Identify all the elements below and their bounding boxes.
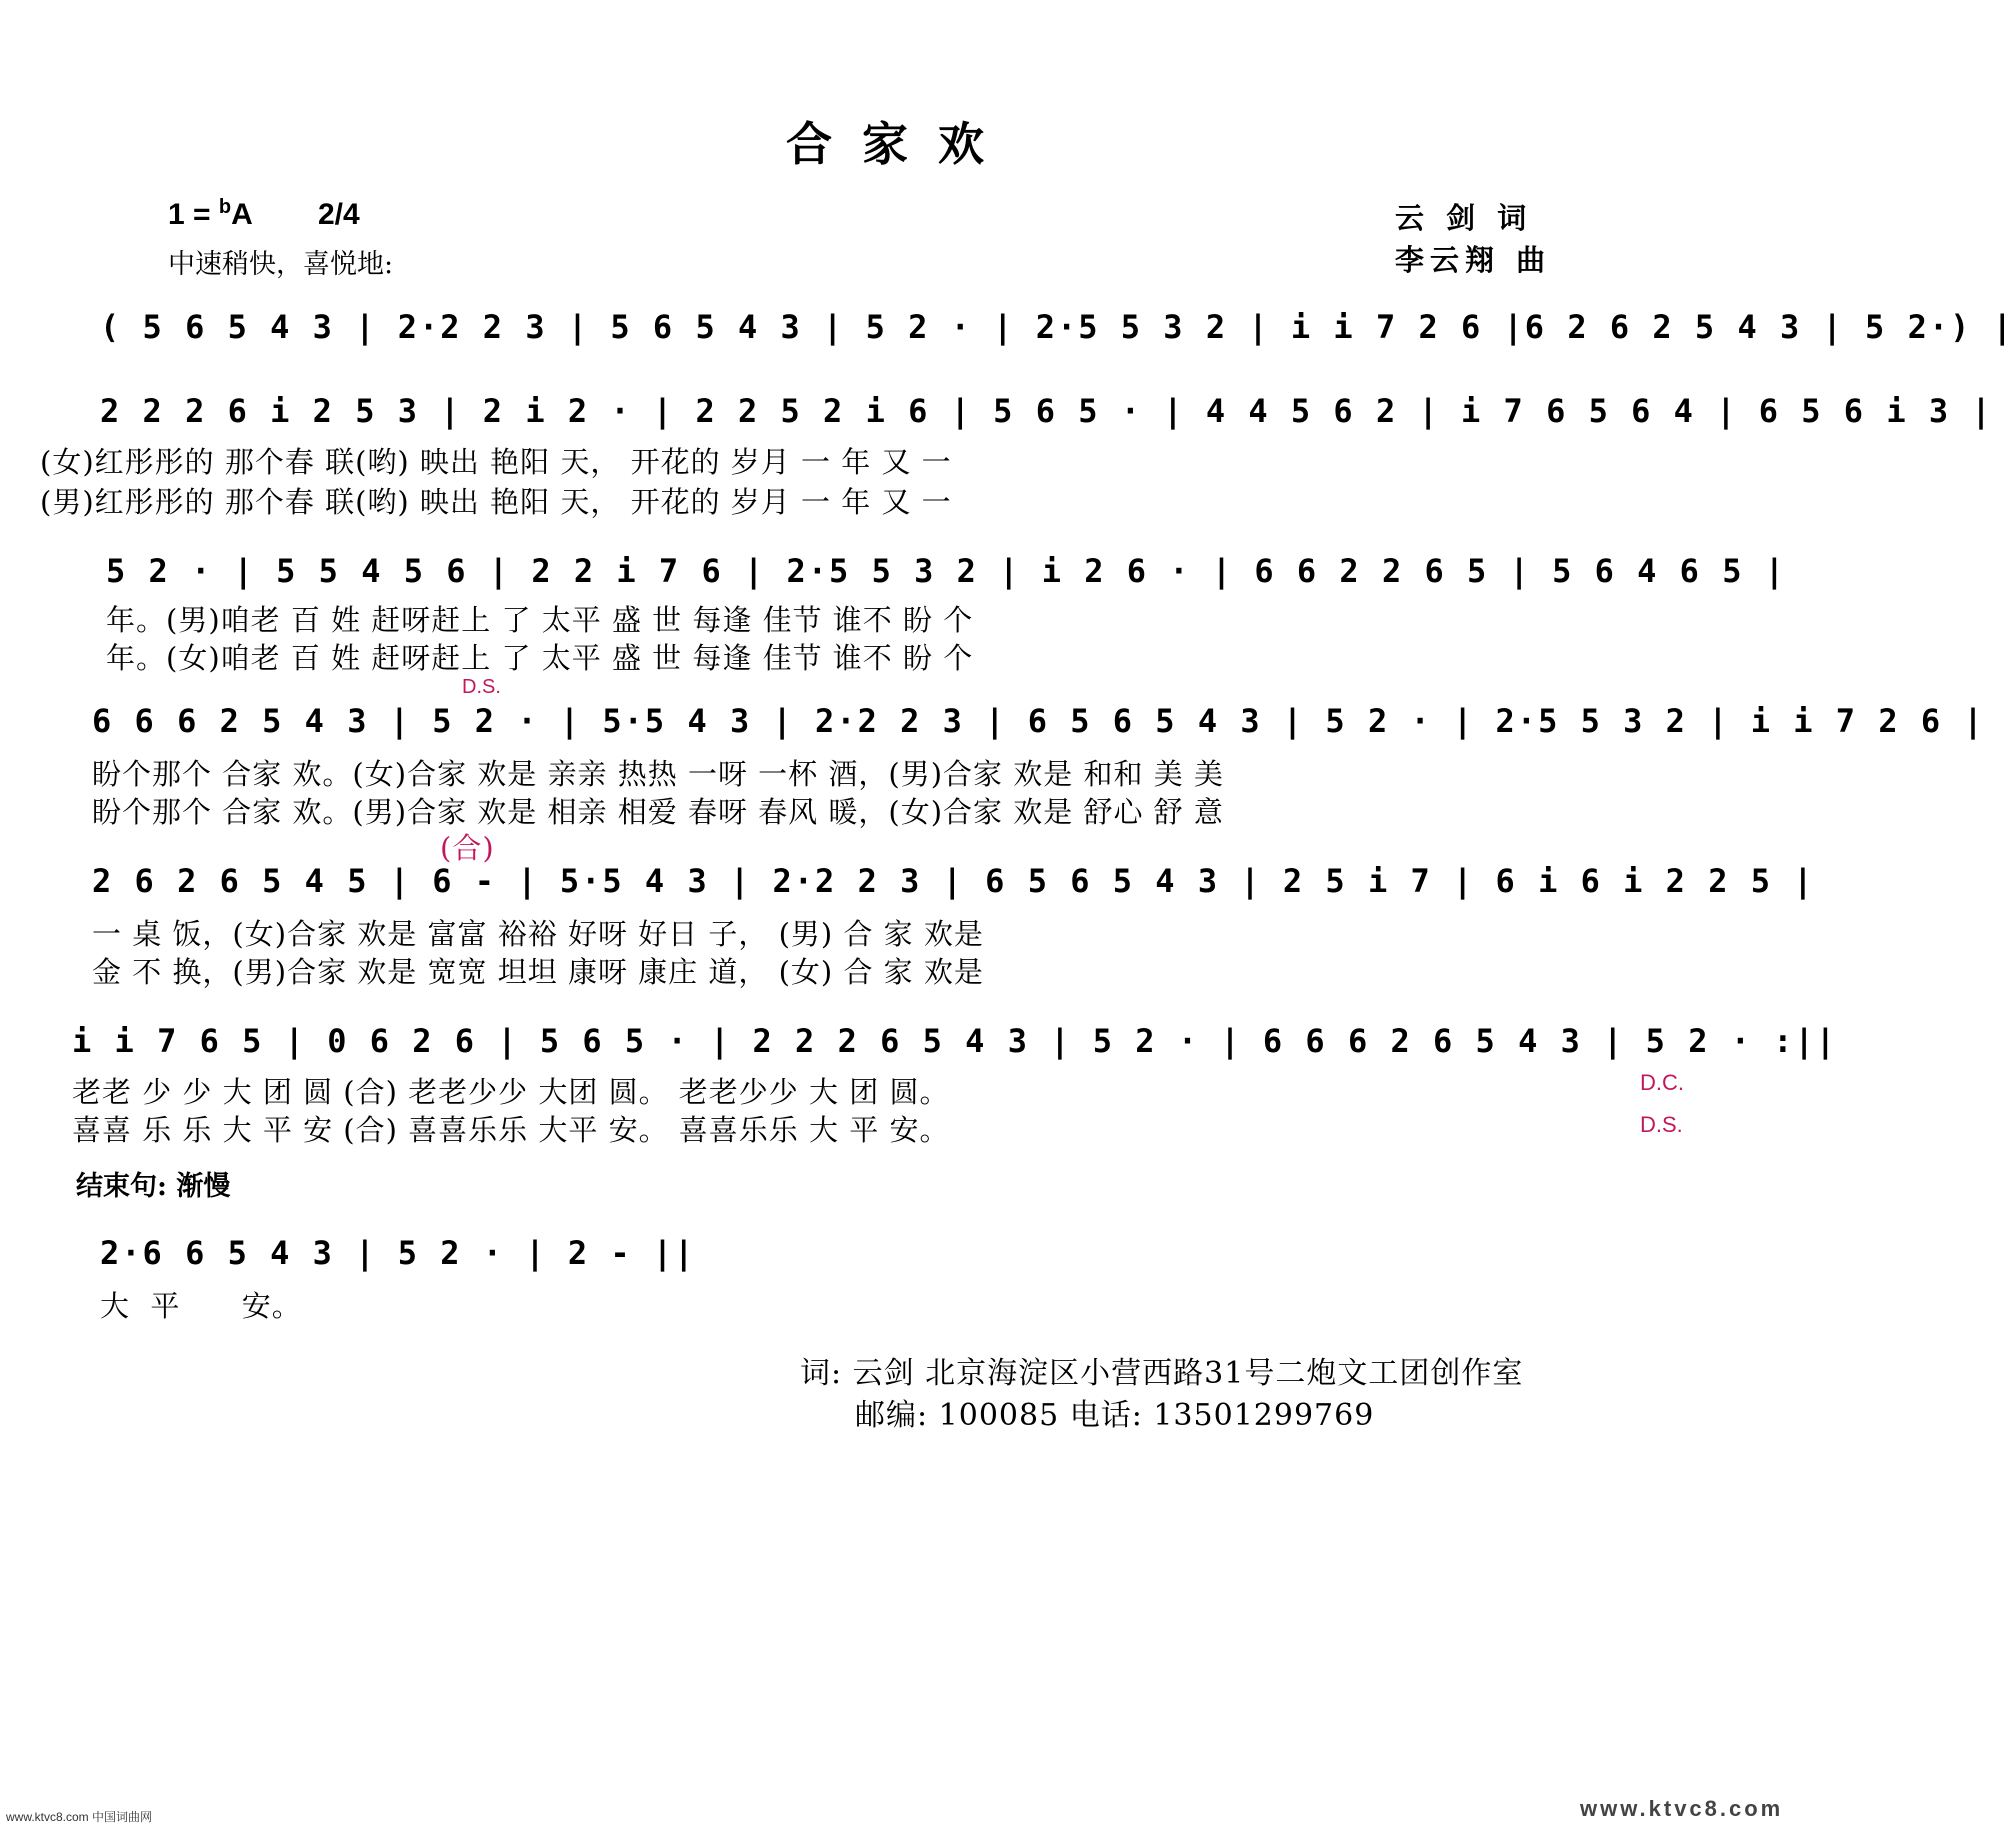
chorus-mark: (合) xyxy=(440,831,495,865)
tempo-marking: 中速稍快，喜悦地: xyxy=(168,249,394,280)
score-row-1-notes: 2 2 2 6 i 2 5 3 | 2 i 2 · | 2 2 5 2 i 6 | 5 6 5 · | 4 4 5 6 2 | i 7 6 5 6 4 | 6 5 6 i 3 | xyxy=(100,392,1993,430)
page-title: 合家欢 xyxy=(786,117,1014,171)
score-row-5-lyric-2: 喜喜 乐 乐 大 平 安 (合) 喜喜乐乐 大平 安。 喜喜乐乐 大 平 安。 xyxy=(72,1113,950,1147)
watermark-left: www.ktvc8.com 中国词曲网 xyxy=(6,1810,153,1824)
footer-contact: 邮编: 100085 电话: 13501299769 xyxy=(855,1398,1375,1433)
score-row-3-notes: 6 6 6 2 5 4 3 | 5 2 · | 5·5 4 3 | 2·2 2 3 | 6 5 6 5 4 3 | 5 2 · | 2·5 5 3 2 | i i 7 2 6 | xyxy=(92,702,1985,740)
score-row-5-lyric-1: 老老 少 少 大 团 圆 (合) 老老少少 大团 圆。 老老少少 大 团 圆。 xyxy=(72,1075,950,1109)
lyricist-credit: 云 剑 词 xyxy=(1395,201,1533,235)
score-row-4-notes: 2 6 2 6 5 4 5 | 6 - | 5·5 4 3 | 2·2 2 3 | 6 5 6 5 4 3 | 2 5 i 7 | 6 i 6 i 2 2 5 | xyxy=(92,862,1815,900)
key-flat: b xyxy=(218,196,232,218)
ending-label: 结束句: 渐慢 xyxy=(76,1171,231,1202)
score-row-4-lyric-2: 金 不 换，(男)合家 欢是 宽宽 坦坦 康呀 康庄 道， (女) 合 家 欢是 xyxy=(92,955,984,989)
key-signature xyxy=(168,196,360,232)
ds-mark-end: D.S. xyxy=(1640,1112,1683,1137)
dc-mark: D.C. xyxy=(1640,1070,1684,1095)
score-row-2-lyric-1: 年。(男)咱老 百 姓 赶呀赶上 了 太平 盛 世 每逢 佳节 谁不 盼 个 xyxy=(106,603,974,637)
ending-lyrics: 大 平 安。 xyxy=(100,1289,302,1323)
key-note: A xyxy=(231,198,252,231)
score-row-1-lyric-male: (男)红彤彤的 那个春 联(哟) 映出 艳阳 天， 开花的 岁月 一 年 又 一 xyxy=(40,485,952,519)
score-row-4-lyric-1: 一 桌 饭，(女)合家 欢是 富富 裕裕 好呀 好日 子， (男) 合 家 欢是 xyxy=(92,917,984,951)
score-row-1-lyric-female: (女)红彤彤的 那个春 联(哟) 映出 艳阳 天， 开花的 岁月 一 年 又 一 xyxy=(40,445,952,479)
ds-mark: D.S. xyxy=(462,676,501,698)
score-row-3-lyric-2: 盼个那个 合家 欢。(男)合家 欢是 相亲 相爱 春呀 春风 暖，(女)合家 欢是 舒心 舒 意 xyxy=(92,795,1224,829)
score-row-2-lyric-2: 年。(女)咱老 百 姓 赶呀赶上 了 太平 盛 世 每逢 佳节 谁不 盼 个 xyxy=(106,641,974,675)
score-row-intro: ( 5 6 5 4 3 | 2·2 2 3 | 5 6 5 4 3 | 5 2 · | 2·5 5 3 2 | i i 7 2 6 |6 2 6 2 5 4 3 | 5 2·) | xyxy=(100,308,2014,346)
composer-credit: 李云翔 曲 xyxy=(1395,243,1552,277)
footer-address: 词: 云剑 北京海淀区小营西路31号二炮文工团创作室 xyxy=(800,1356,1524,1391)
watermark-right: www.ktvc8.com xyxy=(1580,1796,1784,1821)
score-row-3-lyric-1: 盼个那个 合家 欢。(女)合家 欢是 亲亲 热热 一呀 一杯 酒，(男)合家 欢是 和和 美 美 xyxy=(92,757,1224,791)
key-prefix: 1 = xyxy=(168,198,219,231)
ending-notes: 2·6 6 5 4 3 | 5 2 · | 2 - || xyxy=(100,1234,696,1272)
score-row-2-notes: 5 2 · | 5 5 4 5 6 | 2 2 i 7 6 | 2·5 5 3 2 | i 2 6 · | 6 6 2 2 6 5 | 5 6 4 6 5 | xyxy=(106,552,1786,590)
time-signature: 2/4 xyxy=(318,198,360,231)
score-row-5-notes: i i 7 6 5 | 0 6 2 6 | 5 6 5 · | 2 2 2 6 5 4 3 | 5 2 · | 6 6 6 2 6 5 4 3 | 5 2 · :|| xyxy=(72,1022,1838,1060)
